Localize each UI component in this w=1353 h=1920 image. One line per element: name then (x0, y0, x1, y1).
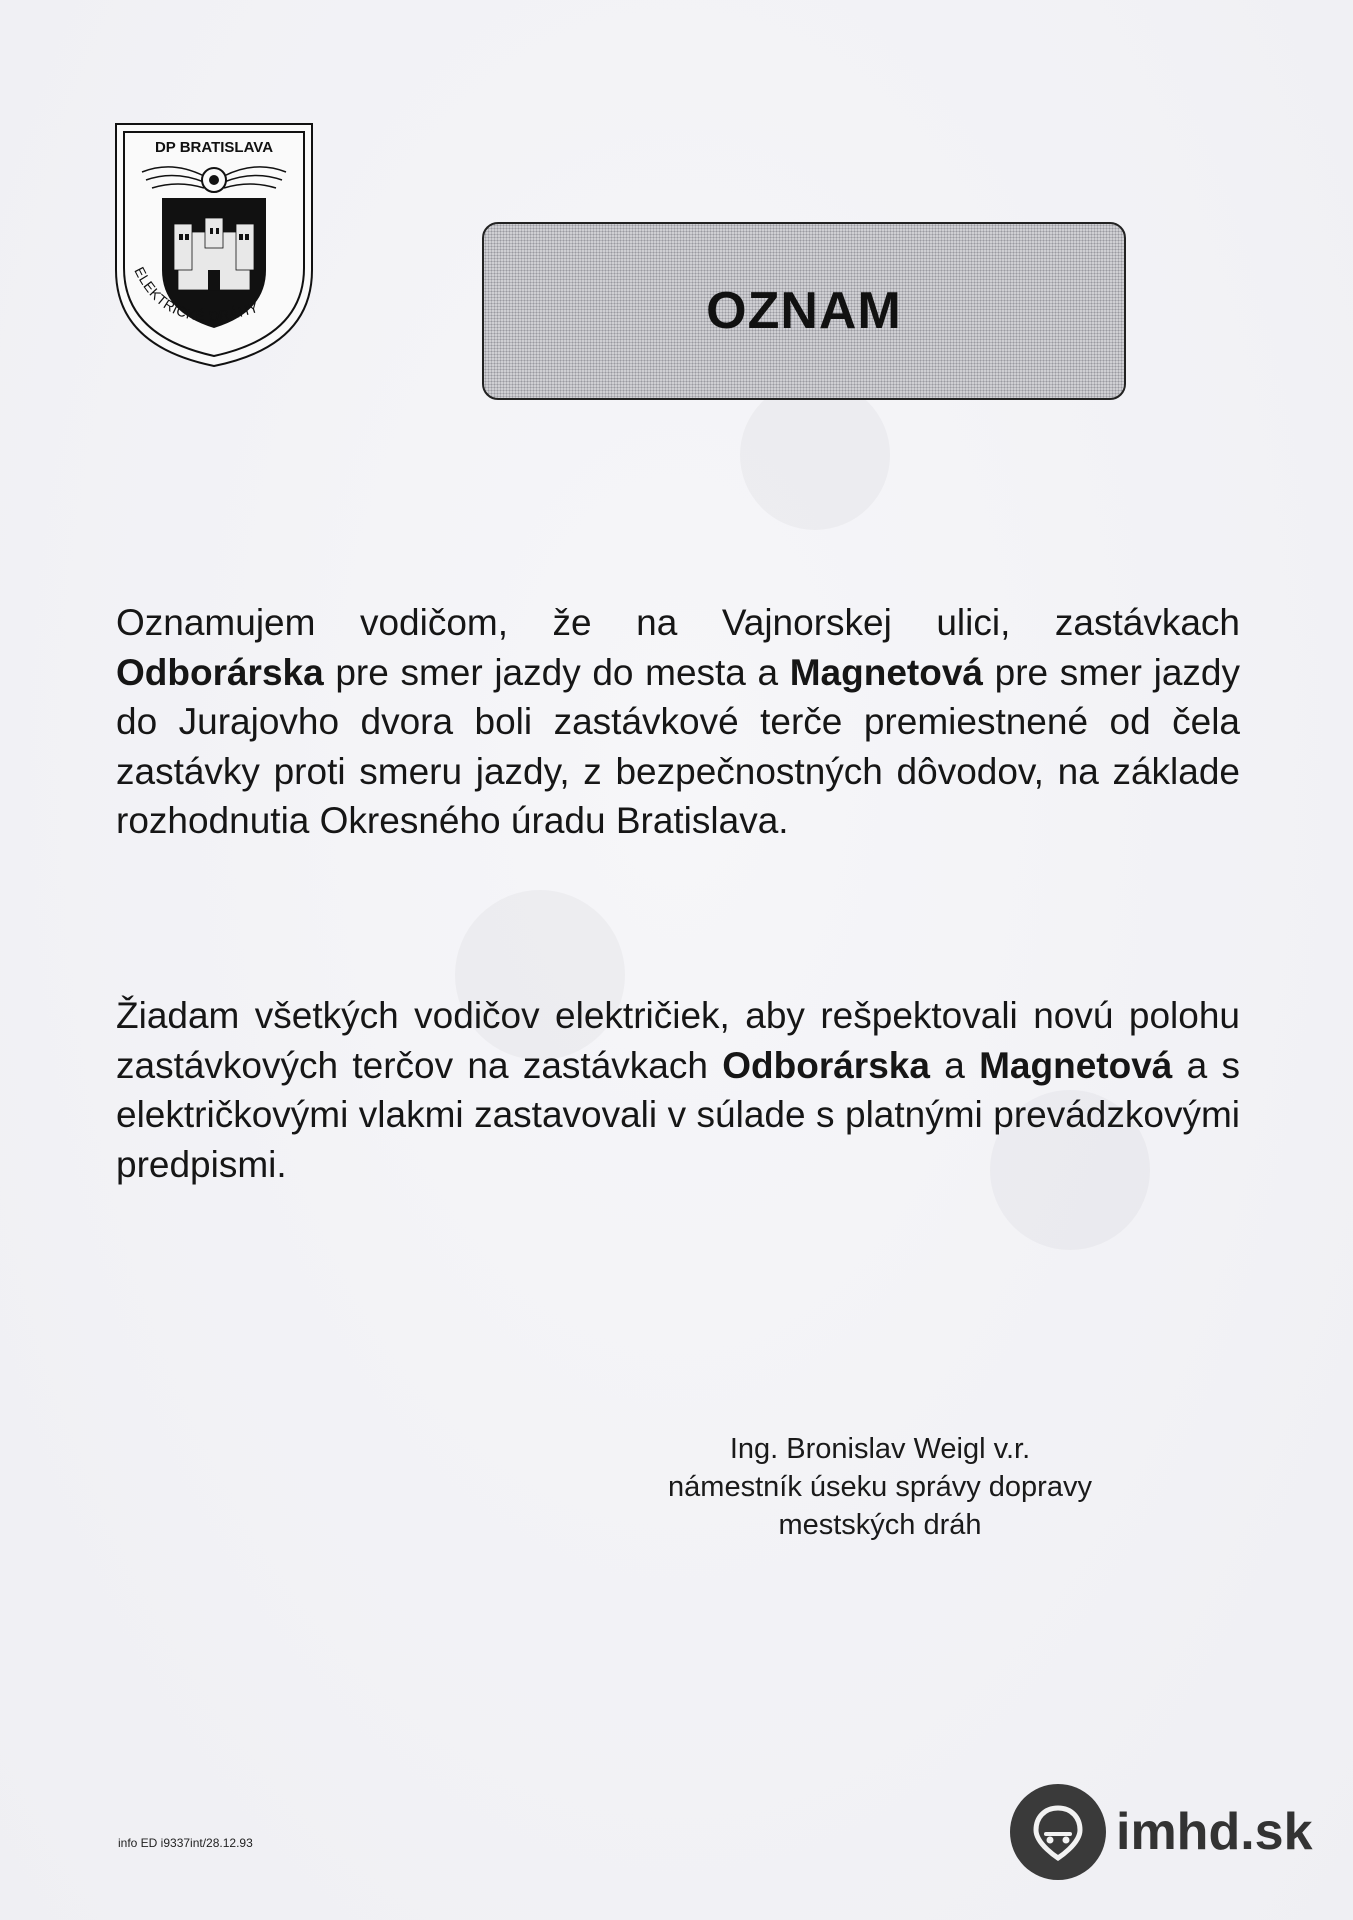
signatory-position-line-1: námestník úseku správy dopravy (668, 1471, 1092, 1503)
paragraph-text: a s električkovými vlakmi zastavovali v súlade s platnými prevádzkovými predpismi. (116, 1044, 1241, 1185)
watermark-circle (740, 380, 890, 530)
notice-paragraph-2 (116, 991, 1240, 1189)
signatory-position-line-2: mestských dráh (778, 1509, 982, 1541)
stop-name-bold: Magnetová (789, 651, 983, 693)
paragraph-text: Žiadam všetkých vodičov električiek, aby rešpektovali novú polohu zastávkových terčov na zastávkach (116, 995, 1240, 1086)
stop-name-bold: Magnetová (979, 1044, 1173, 1086)
paragraph-text: a (929, 1044, 980, 1086)
signature-block (620, 1430, 1140, 1544)
dp-bratislava-logo (112, 120, 316, 370)
signatory-name: Ing. Bronislav Weigl v.r. (729, 1433, 1031, 1465)
document-reference: info ED i9337int/28.12.93 (118, 1836, 253, 1850)
paragraph-text: Oznamujem vodičom, že na Vajnorskej ulici, zastávkach (116, 602, 1240, 643)
coat-of-arms-icon (112, 120, 316, 370)
stop-name-bold: Odborárska (116, 651, 324, 693)
logo-bottom-text: ELEKTRICKÉ DRÁHY (131, 264, 261, 325)
paragraph-text: pre smer jazdy do Jurajovho dvora boli zastávkové terče premiestnené od čela zastávky proti smeru jazdy, z bezpečnostných dôvodov, na základe rozhodnutia Okresného úradu Bratislava. (116, 651, 1240, 841)
paragraph-text: pre smer jazdy do mesta a (323, 651, 790, 693)
notice-paragraph-1 (116, 598, 1240, 846)
logo-top-text: DP BRATISLAVA (154, 139, 274, 156)
imhd-logo-icon (1010, 1784, 1106, 1880)
stop-name-bold: Odborárska (722, 1044, 930, 1086)
title-box (482, 222, 1126, 400)
imhd-brand-text: imhd.sk (1116, 1803, 1313, 1861)
imhd-brand (1010, 1782, 1313, 1882)
page-title: OZNAM (706, 282, 902, 340)
